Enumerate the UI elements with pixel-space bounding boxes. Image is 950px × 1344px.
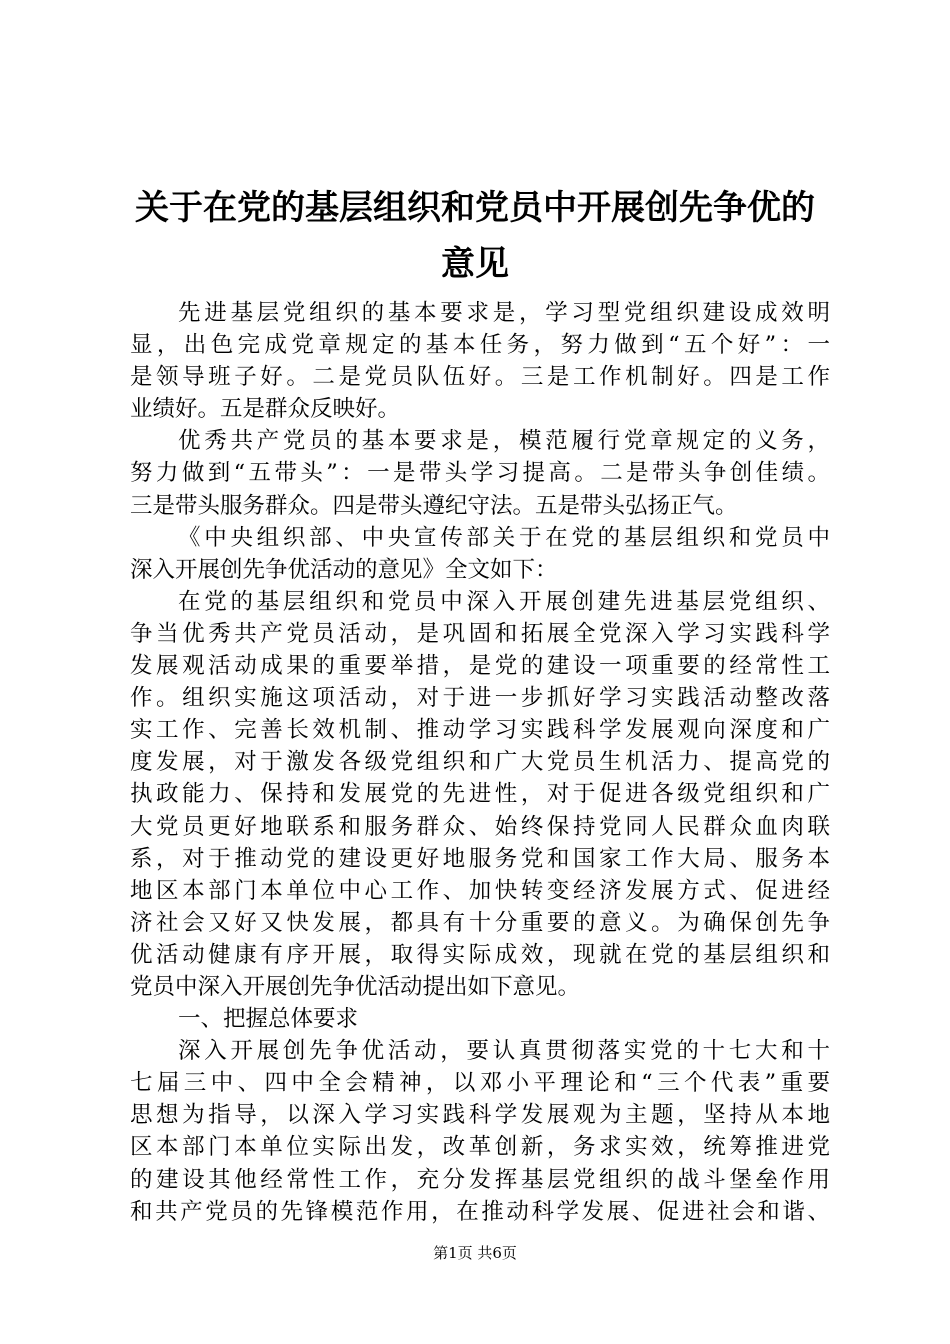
text-line: 作。组织实施这项活动，对于进一步抓好学习实践活动整改落 xyxy=(130,685,830,712)
title-line: 意见 xyxy=(441,244,509,284)
text-line: 区本部门本单位实际出发，改革创新，务求实效，统筹推进党 xyxy=(130,1134,830,1161)
text-line: 济社会又好又快发展，都具有十分重要的意义。为确保创先争 xyxy=(130,909,830,936)
text-line: 实工作、完善长效机制、推动学习实践科学发展观向深度和广 xyxy=(130,717,830,744)
text-line: 争当优秀共产党员活动，是巩固和拓展全党深入学习实践科学 xyxy=(130,620,830,647)
text-line: 和共产党员的先锋模范作用，在推动科学发展、促进社会和谐、 xyxy=(130,1198,830,1225)
text-line: 的建设其他经常性工作，充分发挥基层党组织的战斗堡垒作用 xyxy=(130,1166,830,1193)
page-footer: 第1页 共6页 xyxy=(433,1244,517,1262)
text-line: 系，对于推动党的建设更好地服务党和国家工作大局、服务本 xyxy=(130,845,830,872)
document-body xyxy=(130,297,830,1228)
title-line: 关于在党的基层组织和党员中开展创先争优的 xyxy=(135,188,815,228)
text-line: 度发展，对于激发各级党组织和广大党员生机活力、提高党的 xyxy=(130,749,830,776)
text-line: 优活动健康有序开展，取得实际成效，现就在党的基层组织和 xyxy=(130,941,830,968)
text-line: 执政能力、保持和发展党的先进性，对于促进各级党组织和广 xyxy=(130,781,830,808)
text-line: 努力做到“五带头”：一是带头学习提高。二是带头争创佳绩。 xyxy=(130,460,830,487)
text-line: 发展观活动成果的重要举措，是党的建设一项重要的经常性工 xyxy=(130,653,830,680)
text-line: 显，出色完成党章规定的基本任务，努力做到“五个好”：一 xyxy=(130,332,830,359)
text-line: 七届三中、四中全会精神，以邓小平理论和“三个代表”重要 xyxy=(130,1070,830,1097)
text-line: 大党员更好地联系和服务群众、始终保持党同人民群众血肉联 xyxy=(130,813,830,840)
text-line: 深入开展创先争优活动，要认真贯彻落实党的十七大和十 xyxy=(178,1038,830,1065)
text-line: 优秀共产党员的基本要求是，模范履行党章规定的义务， xyxy=(178,428,830,455)
document-title xyxy=(120,180,830,292)
text-line: 在党的基层组织和党员中深入开展创建先进基层党组织、 xyxy=(178,588,830,615)
text-line: 先进基层党组织的基本要求是，学习型党组织建设成效明 xyxy=(178,300,830,326)
text-line: 三是带头服务群众。四是带头遵纪守法。五是带头弘扬正气。 xyxy=(130,492,738,519)
text-line: 地区本部门本单位中心工作、加快转变经济发展方式、促进经 xyxy=(130,877,830,904)
text-line: 党员中深入开展创先争优活动提出如下意见。 xyxy=(130,973,581,1000)
text-line: 业绩好。五是群众反映好。 xyxy=(130,396,401,423)
text-line: 《中央组织部、中央宣传部关于在党的基层组织和党员中 xyxy=(178,524,830,551)
text-line: 是领导班子好。二是党员队伍好。三是工作机制好。四是工作 xyxy=(130,364,830,391)
section-heading: 一、把握总体要求 xyxy=(178,1006,359,1033)
text-line: 思想为指导，以深入学习实践科学发展观为主题，坚持从本地 xyxy=(130,1102,830,1129)
text-line: 深入开展创先争优活动的意见》全文如下： xyxy=(130,556,558,583)
